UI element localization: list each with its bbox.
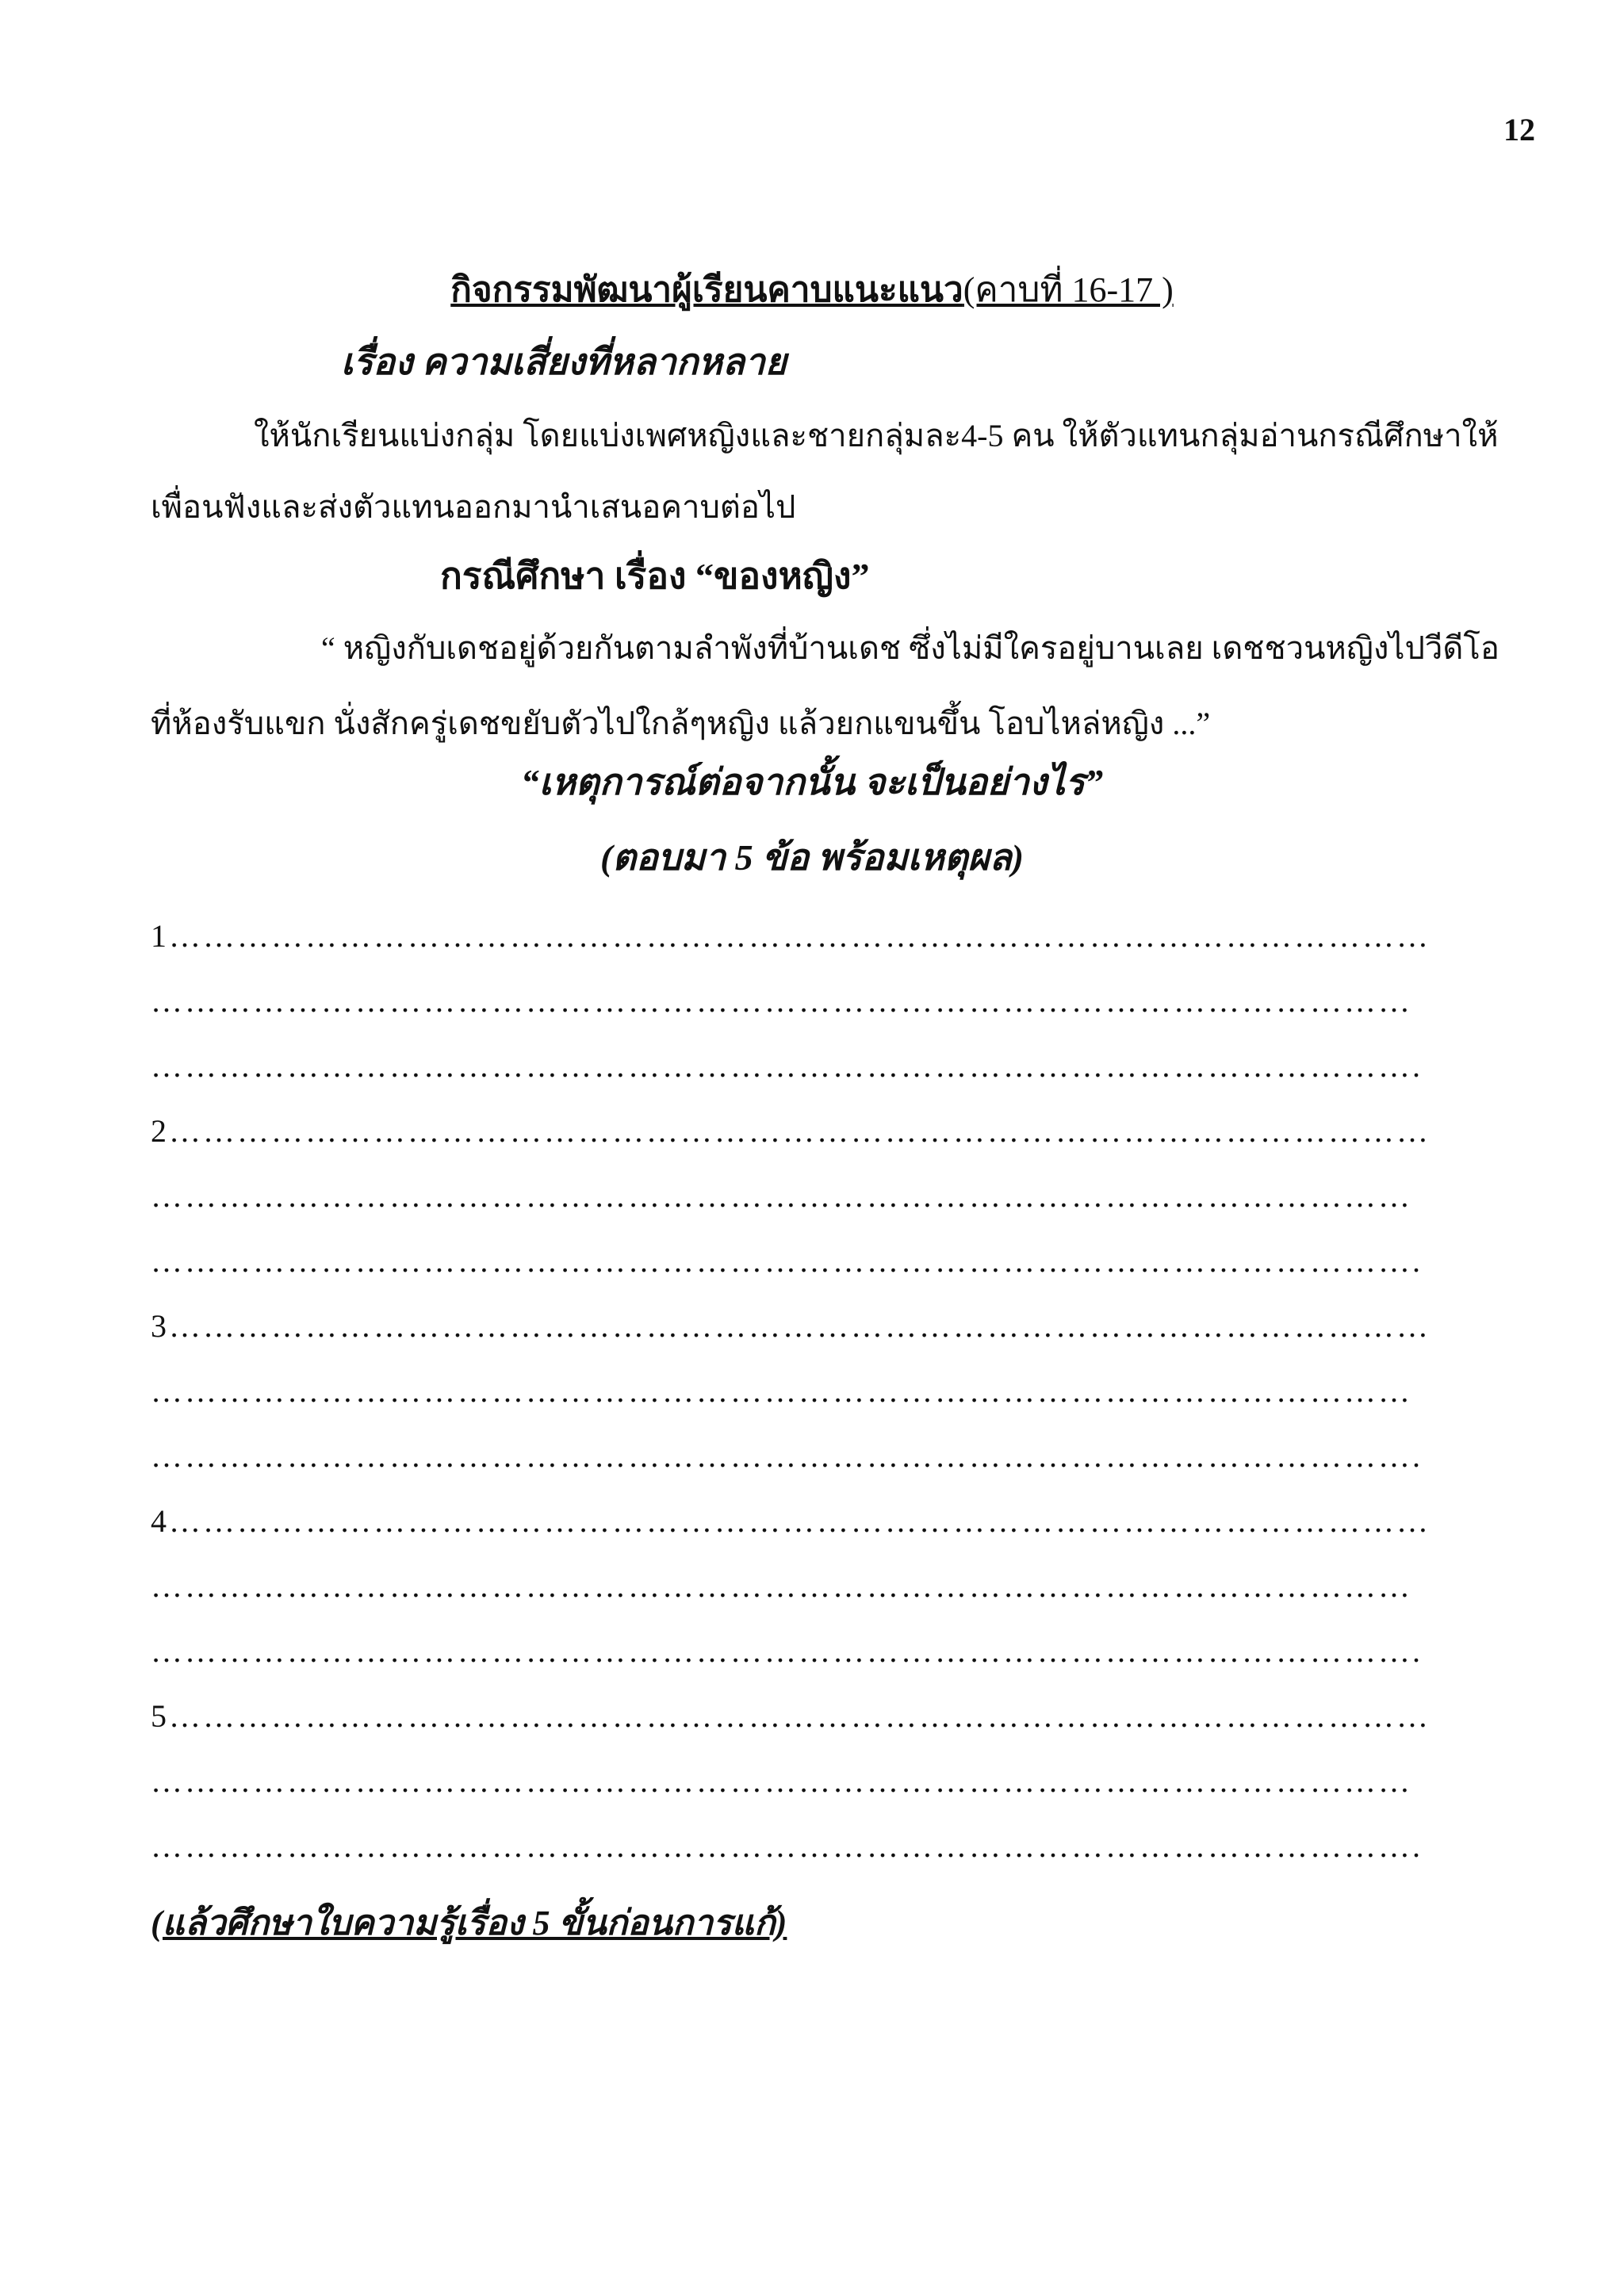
answer-line[interactable]: ………………………………………………………………………………………………… <box>151 1568 1412 1604</box>
answer-line[interactable]: 3………………………………………………………………………………………………… <box>151 1308 1431 1344</box>
answer-line[interactable]: 4………………………………………………………………………………………………… <box>151 1503 1431 1539</box>
answer-line[interactable]: …………………………………………………………………………………………………. <box>151 1828 1423 1864</box>
answer-line[interactable]: 5………………………………………………………………………………………………… <box>151 1698 1431 1734</box>
answer-line[interactable]: 1………………………………………………………………………………………………… <box>151 918 1431 954</box>
answer-line[interactable]: …………………………………………………………………………………………………. <box>151 1048 1423 1084</box>
activity-title-period: (คาบที่ 16-17 ) <box>963 270 1174 309</box>
answer-hint: (ตอบมา 5 ข้อ พร้อมเหตุผล) <box>599 837 1025 878</box>
activity-title-main: กิจกรรมพัฒนาผู้เรียนคาบแนะแนว <box>450 270 963 309</box>
activity-title <box>0 262 1624 317</box>
answer-line[interactable]: ………………………………………………………………………………………………… <box>151 1178 1412 1214</box>
case-study-title: กรณีศึกษา เรื่อง “ของหญิง” <box>440 556 870 596</box>
answer-line[interactable]: ………………………………………………………………………………………………… <box>151 983 1412 1019</box>
answer-line[interactable]: ………………………………………………………………………………………………… <box>151 1373 1412 1409</box>
answer-block-2 <box>151 1099 1515 1294</box>
instruction-paragraph: ให้นักเรียนแบ่งกลุ่ม โดยแบ่งเพศหญิงและชายกลุ่มละ4-5 คน ให้ตัวแทนกลุ่มอ่านกรณีศึกษาให้เพื่อนฟังและส่งตัวแทนออกมานำเสนอคาบต่อไป <box>151 418 1499 525</box>
answer-block-5 <box>151 1684 1515 1879</box>
answer-block-1 <box>151 904 1515 1099</box>
answer-line[interactable]: …………………………………………………………………………………………………. <box>151 1633 1423 1669</box>
answer-line[interactable]: …………………………………………………………………………………………………. <box>151 1438 1423 1474</box>
answer-block-4 <box>151 1489 1515 1684</box>
page-number: 12 <box>1503 112 1535 147</box>
subject-heading: เรื่อง ความเสี่ยงที่หลากหลาย <box>341 342 787 382</box>
answer-section <box>151 904 1515 1879</box>
answer-line[interactable]: 2………………………………………………………………………………………………… <box>151 1113 1431 1149</box>
footer-note: (แล้วศึกษาใบความรู้เรื่อง 5 ขั้นก่อนการแก้) <box>151 1904 787 1942</box>
answer-block-3 <box>151 1294 1515 1489</box>
answer-line[interactable]: …………………………………………………………………………………………………. <box>151 1243 1423 1279</box>
answer-line[interactable]: ………………………………………………………………………………………………… <box>151 1763 1412 1799</box>
case-study-story: “ หญิงกับเดชอยู่ด้วยกันตามลำพังที่บ้านเดช ซึ่งไม่มีใครอยู่บานเลย เดชชวนหญิงไปวีดีโอที่ห้องรับแขก นั่งสักครู่เดชขยับตัวไปใกล้ๆหญิง แล้วยกแขนขึ้น โอบไหล่หญิง ...” <box>151 630 1500 741</box>
discussion-question: “เหตุการณ์ต่อจากนั้น จะเป็นอย่างไร” <box>520 762 1104 802</box>
